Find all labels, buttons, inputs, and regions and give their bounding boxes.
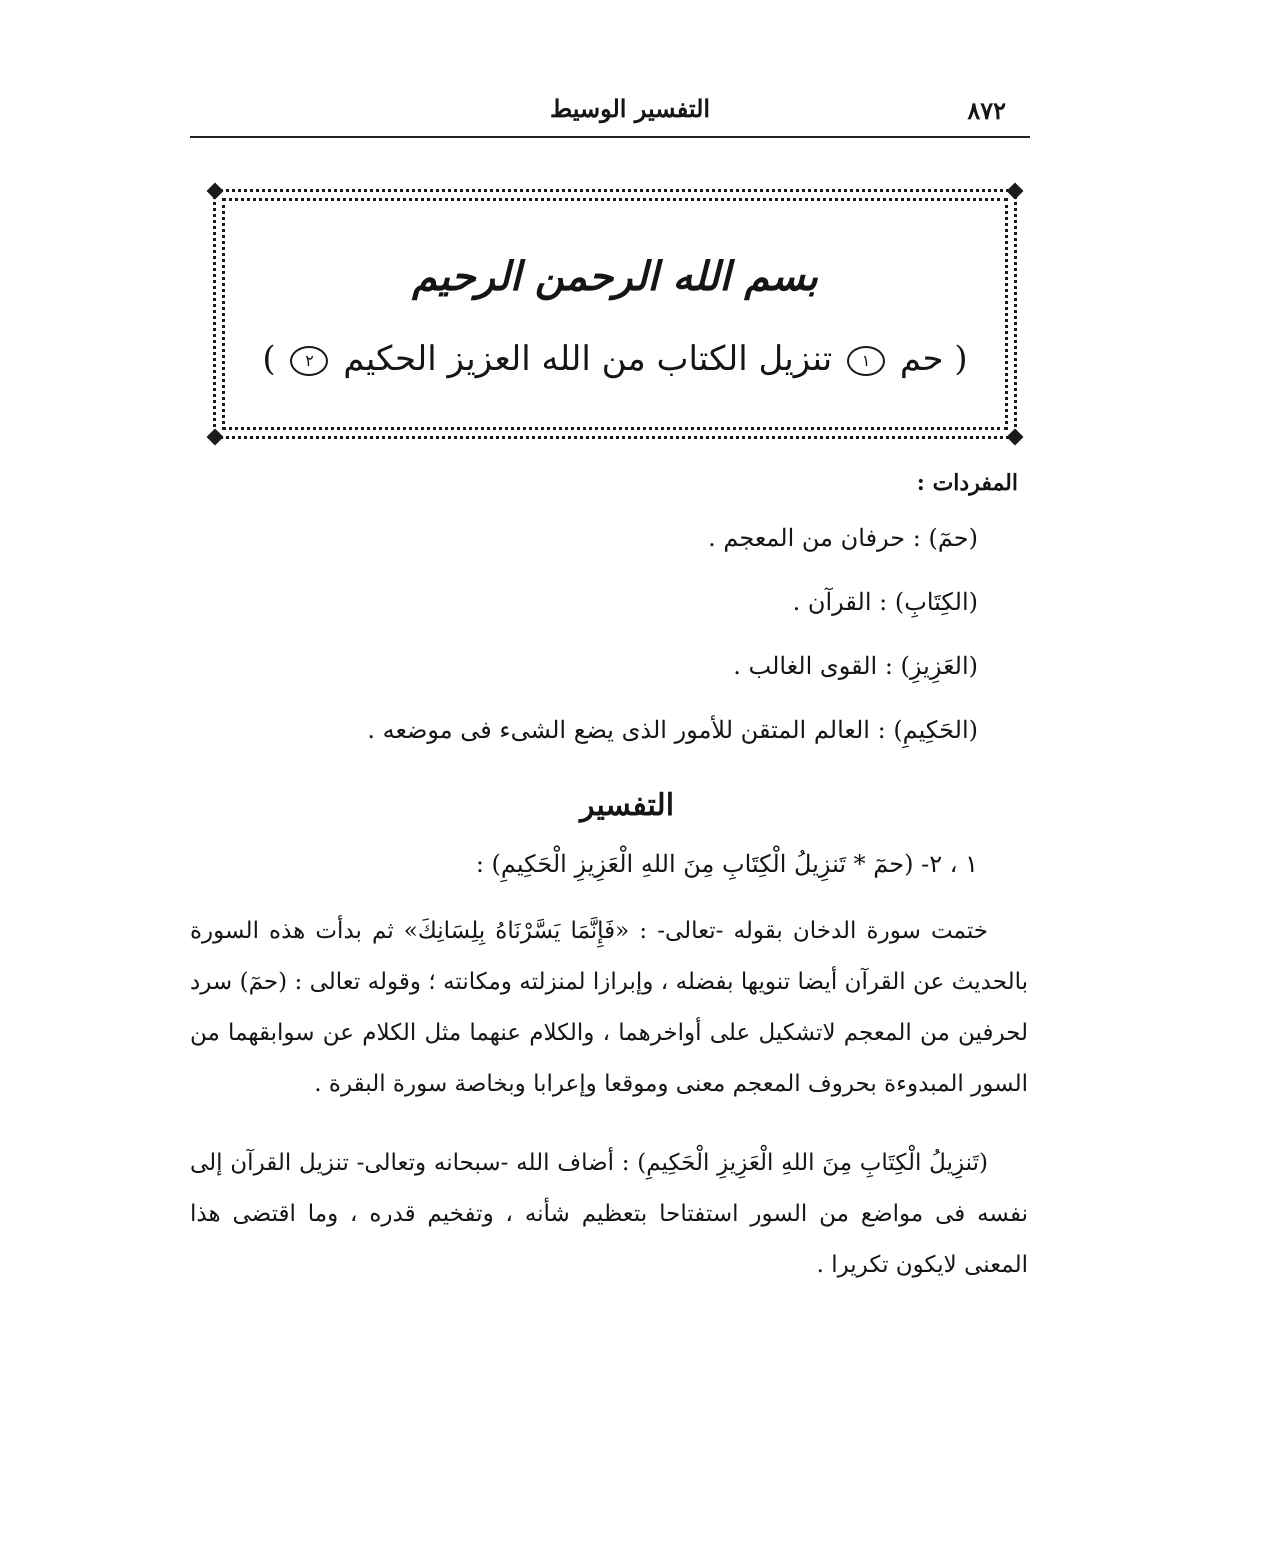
frame-corner-ornament <box>207 429 224 446</box>
ayah-number-1: ١ <box>847 346 885 376</box>
frame-corner-ornament <box>1007 183 1024 200</box>
vocab-item: (العَزِيزِ) : القوى الغالب . <box>733 652 978 680</box>
tafsir-heading: التفسير <box>579 788 675 823</box>
verse-prefix: حم <box>899 339 944 379</box>
page-header <box>190 92 1030 136</box>
tafsir-paragraph-1 <box>190 906 1028 1110</box>
page-number: ٨٧٢ <box>967 96 1006 125</box>
frame-corner-ornament <box>1007 429 1024 446</box>
vocab-item: (حمٓ) : حرفان من المعجم . <box>708 524 978 552</box>
vocab-item: (الكِتَابِ) : القرآن . <box>792 588 978 616</box>
vocab-item: (الحَكِيمِ) : العالم المتقن للأمور الذى يضع الشىء فى موضعه . <box>367 716 978 744</box>
open-paren: ( <box>954 339 968 379</box>
close-paren: ) <box>262 339 276 379</box>
running-title: التفسير الوسيط <box>549 94 711 123</box>
ornamental-frame <box>222 198 1008 430</box>
verse-line <box>225 339 1005 379</box>
vocabulary-heading: المفردات : <box>916 470 1018 496</box>
verse-text: تنزيل الكتاب من الله العزيز الحكيم <box>343 339 833 379</box>
verse-reference: ١ ، ٢- (حمٓ * تَنزِيلُ الْكِتَابِ مِنَ اللهِ الْعَزِيزِ الْحَكِيمِ) : <box>475 850 978 878</box>
ayah-number-2: ٢ <box>290 346 328 376</box>
paragraph-2-text: (تَنزِيلُ الْكِتَابِ مِنَ اللهِ الْعَزِيزِ الْحَكِيمِ) : أضاف الله -سبحانه وتعالى- تنزيل القرآن إلى نفسه فى مواضع من السور استفتاحا بتعظيم شأنه ، وتفخيم قدره ، وما اقتضى هذا المعنى لايكون تكريرا . <box>190 1150 1028 1278</box>
basmala: بسم الله الرحمن الرحيم <box>412 253 818 300</box>
header-rule <box>190 136 1030 138</box>
frame-corner-ornament <box>207 183 224 200</box>
tafsir-paragraph-2 <box>190 1138 1028 1291</box>
paragraph-1-text: ختمت سورة الدخان بقوله -تعالى- : «فَإِنَّمَا يَسَّرْنَاهُ بِلِسَانِكَ» ثم بدأت هذه السورة بالحديث عن القرآن أيضا تنويها بفضله ، وإبرازا لمنزلته ومكانته ؛ وقوله تعالى : (حمٓ) سرد لحرفين من المعجم لاتشكيل على أواخرهما ، والكلام عنهما مثل الكلام عن سوابقهما من السور المبدوءة بحروف المعجم معنى وموقعا وإعرابا وبخاصة سورة البقرة . <box>190 918 1028 1097</box>
